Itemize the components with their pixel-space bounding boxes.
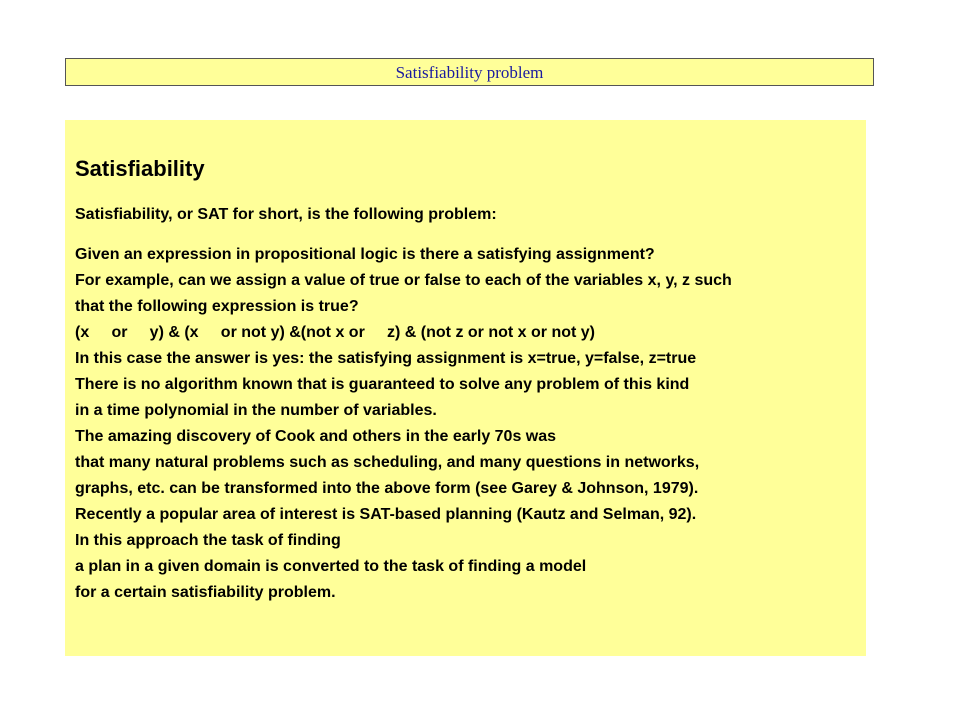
body-line: In this case the answer is yes: the satisfying assignment is x=true, y=false, z=true (75, 350, 697, 367)
slide-title-bar (65, 58, 874, 86)
body-line: graphs, etc. can be transformed into the above form (see Garey & Johnson, 1979). (75, 480, 699, 497)
body-line: in a time polynomial in the number of variables. (75, 402, 437, 419)
body-line: that the following expression is true? (75, 298, 359, 315)
slide-title: Satisfiability problem (395, 62, 544, 82)
content-box (65, 120, 866, 656)
body-line: There is no algorithm known that is guaranteed to solve any problem of this kind (75, 376, 690, 393)
formula-line: (x or y) & (x or not y) &(not x or z) & (not z or not x or not y) (75, 324, 595, 341)
body-line: Recently a popular area of interest is SAT-based planning (Kautz and Selman, 92). (75, 506, 697, 523)
body-text (75, 242, 866, 606)
body-line: In this approach the task of finding (75, 532, 341, 549)
body-line: that many natural problems such as scheduling, and many questions in networks, (75, 454, 700, 471)
body-line: For example, can we assign a value of true or false to each of the variables x, y, z such (75, 272, 732, 289)
body-line: The amazing discovery of Cook and others in the early 70s was (75, 428, 557, 445)
section-heading: Satisfiability (75, 156, 205, 181)
intro-line: Satisfiability, or SAT for short, is the following problem: (75, 206, 497, 223)
body-line: for a certain satisfiability problem. (75, 584, 336, 601)
body-line: a plan in a given domain is converted to the task of finding a model (75, 558, 587, 575)
body-line: Given an expression in propositional logic is there a satisfying assignment? (75, 246, 655, 263)
